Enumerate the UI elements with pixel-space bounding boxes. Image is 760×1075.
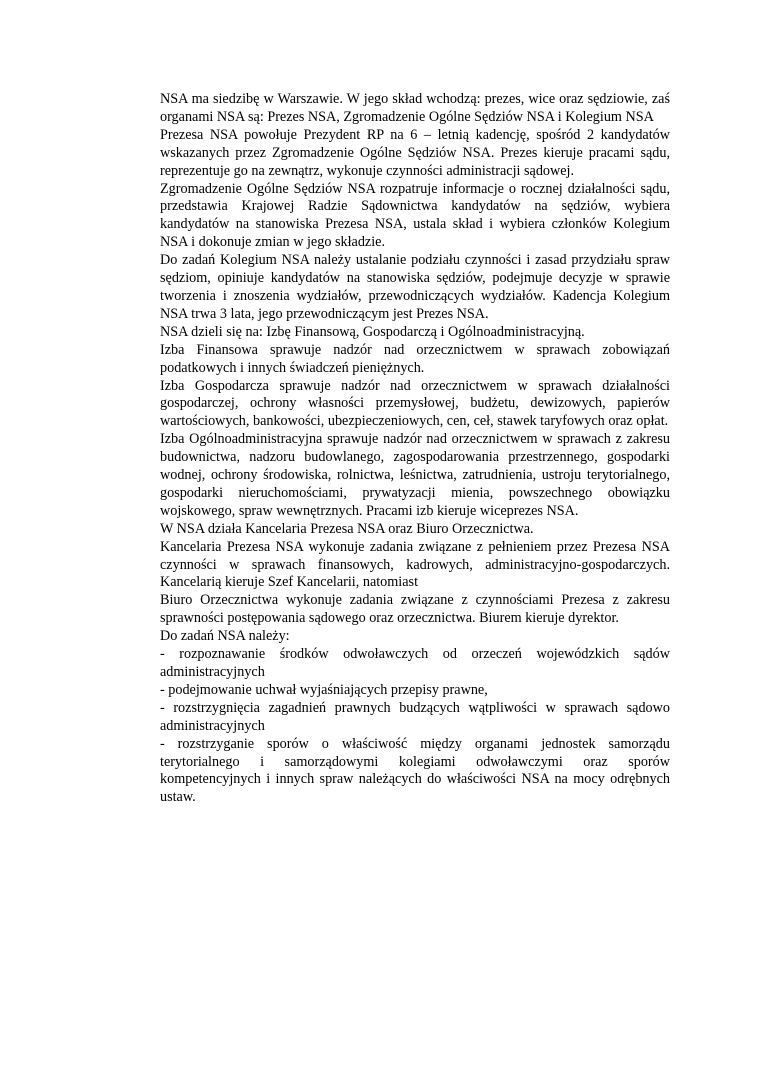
document-body <box>160 91 670 807</box>
paragraph-tasks-heading: Do zadań NSA należy: <box>160 628 290 645</box>
paragraph-nsa-seat: NSA ma siedzibę w Warszawie. W jego skład wchodzą: prezes, wice oraz sędziowie, zaś organami NSA są: Prezes NSA, Zgromadzenie Ogólne Sędziów NSA i Kolegium NSA <box>160 91 670 125</box>
paragraph-jurisprudence-office: Biuro Orzecznictwa wykonuje zadania związane z czynnościami Prezesa z zakresu sprawności postępowania sądowego oraz orzecznictwa. Biurem kieruje dyrektor. <box>160 592 670 627</box>
list-item-task-legal-issues: - rozstrzygnięcia zagadnień prawnych budzących wątpliwości w sprawach sądowo administracyjnych <box>160 699 670 734</box>
paragraph-general-assembly: Zgromadzenie Ogólne Sędziów NSA rozpatruje informacje o rocznej działalności sądu, przedstawia Krajowej Radzie Sądownictwa kandydatów na sędziów, wybiera kandydatów na stanowiska Prezesa NSA, ustala skład i wybiera członków Kolegium NSA i dokonuje zmian w jego składzie. <box>160 180 670 251</box>
paragraph-financial-chamber: Izba Finansowa sprawuje nadzór nad orzecznictwem w sprawach zobowiązań podatkowych i innych świadczeń pieniężnych. <box>160 341 670 376</box>
paragraph-offices: W NSA działa Kancelaria Prezesa NSA oraz Biuro Orzecznictwa. <box>160 520 534 537</box>
paragraph-economic-chamber: Izba Gospodarcza sprawuje nadzór nad orzecznictwem w sprawach działalności gospodarczej, ochrony własności przemysłowej, budżetu, dewizowych, papierów wartościowych, bankowości, ubezpieczeniowych, cen, ceł, stawek taryfowych oraz opłat. <box>160 377 670 430</box>
paragraph-president: Prezesa NSA powołuje Prezydent RP na 6 – letnią kadencję, spośród 2 kandydatów wskazanych przez Zgromadzenie Ogólne Sędziów NSA. Prezes kieruje pracami sądu, reprezentuje go na zewnątrz, wykonuje czynności administracji sądowej. <box>160 126 670 179</box>
list-item-task-appeals: - rozpoznawanie środków odwoławczych od orzeczeń wojewódzkich sądów administracyjnych <box>160 646 670 680</box>
list-item-task-disputes: - rozstrzyganie sporów o właściwość między organami jednostek samorządu terytorialnego i samorządowymi kolegiami odwoławczymi oraz sporów kompetencyjnych i innych spraw należących do właściwości NSA na mocy odrębnych ustaw. <box>160 735 670 806</box>
list-item-task-resolutions: - podejmowanie uchwał wyjaśniających przepisy prawne, <box>160 681 488 698</box>
paragraph-chambers: NSA dzieli się na: Izbę Finansową, Gospodarczą i Ogólnoadministracyjną. <box>160 323 585 340</box>
paragraph-general-admin-chamber: Izba Ogólnoadministracyjna sprawuje nadzór nad orzecznictwem w sprawach z zakresu budownictwa, nadzoru budowlanego, zagospodarowania przestrzennego, gospodarki wodnej, ochrony środowiska, rolnictwa, leśnictwa, zatrudnienia, ustroju terytorialnego, gospodarki nieruchomościami, prywatyzacji mienia, powszechnego obowiązku wojskowego, spraw wewnętrznych. Pracami izb kieruje wiceprezes NSA. <box>160 431 670 519</box>
paragraph-college: Do zadań Kolegium NSA należy ustalanie podziału czynności i zasad przydziału spraw sędziom, opiniuje kandydatów na stanowiska sędziów, podejmuje decyzje w sprawie tworzenia i znoszenia wydziałów, przewodniczących wydziałów. Kadencja Kolegium NSA trwa 3 lata, jego przewodniczącym jest Prezes NSA. <box>160 252 670 322</box>
paragraph-chancellery: Kancelaria Prezesa NSA wykonuje zadania związane z pełnieniem przez Prezesa NSA czynności w sprawach finansowych, kadrowych, administracyjno-gospodarczych. Kancelarią kieruje Szef Kancelarii, natomiast <box>160 538 670 591</box>
